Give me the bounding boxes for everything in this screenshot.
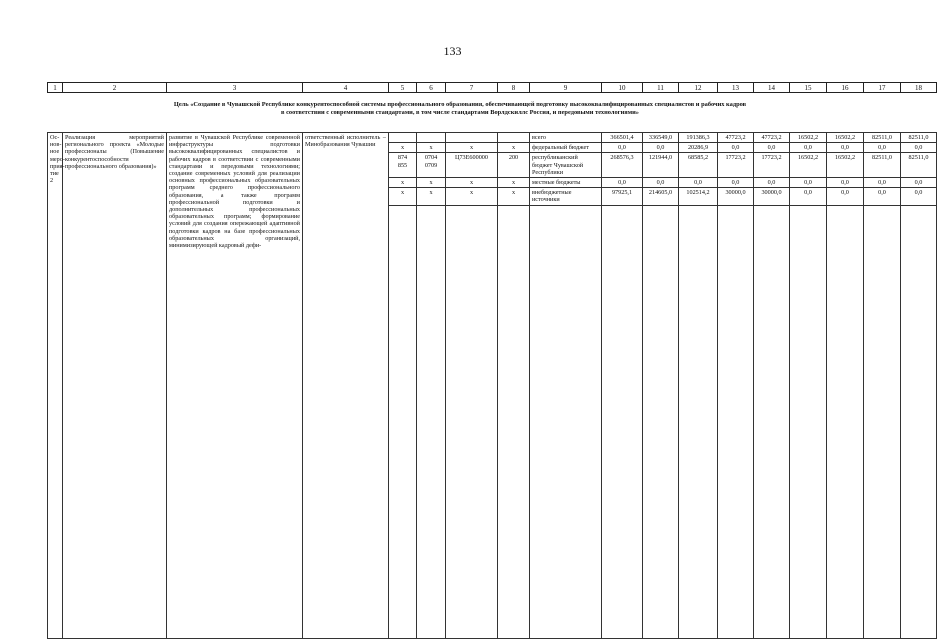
empty-cell: [417, 205, 446, 638]
kbk-grbs-cell: [389, 133, 417, 143]
header-col-1: 1: [48, 83, 63, 93]
empty-cell: [864, 205, 901, 638]
header-col-7: 7: [446, 83, 498, 93]
empty-cell: [530, 205, 602, 638]
kbk-grbs-cell: x: [389, 188, 417, 205]
goal-line-1: Цель «Создание в Чувашской Республике конкурентоспособной системы профессионального образования, обеспечивающей подготовку высококвалифицированных специалистов и рабочих кадров: [173, 101, 747, 108]
header-col-9: 9: [530, 83, 602, 93]
value-cell-col-16: 0,0: [827, 143, 864, 153]
activity-type-cell: Ос- нов- ное меро- прия- тие 2: [48, 133, 63, 639]
kbk-expense-type-cell: [498, 133, 530, 143]
activity-description-cell: развитие в Чувашской Республике современной инфраструктуры подготовки высококвалифицированных специалистов и рабочих кадров в соответствии с современными стандартами и передовыми технологиями; создание современных условий для реализации основных профессиональных образовательных программ среднего профессионального образования, а также программ профессиональной подготовки и дополнительных профессиональных образовательных программ; формирование условий для создания опережающей адаптивной подготовки кадров на базе профессиональных образовательных организаций, минимизирующей кадровый дефи-: [167, 133, 303, 639]
value-cell-col-15: 16502,2: [790, 133, 827, 143]
value-cell-col-11: 0,0: [643, 178, 679, 188]
value-cell-col-13: 0,0: [718, 143, 754, 153]
empty-cell: [498, 205, 530, 638]
empty-cell: [901, 205, 937, 638]
value-cell-col-13: 17723,2: [718, 153, 754, 178]
value-cell-col-11: 121944,0: [643, 153, 679, 178]
header-col-14: 14: [754, 83, 790, 93]
header-col-10: 10: [602, 83, 643, 93]
empty-cell: [718, 205, 754, 638]
value-cell-col-17: 82511,0: [864, 153, 901, 178]
value-cell-col-10: 268576,3: [602, 153, 643, 178]
value-cell-col-18: 82511,0: [901, 133, 937, 143]
value-cell-col-12: 68585,2: [679, 153, 718, 178]
value-cell-col-10: 97925,1: [602, 188, 643, 205]
header-col-11: 11: [643, 83, 679, 93]
goal-heading: [60, 101, 860, 117]
kbk-expense-type-cell: 200: [498, 153, 530, 178]
value-cell-col-16: 0,0: [827, 178, 864, 188]
header-col-8: 8: [498, 83, 530, 93]
value-cell-col-18: 0,0: [901, 143, 937, 153]
value-cell-col-15: 16502,2: [790, 153, 827, 178]
empty-cell: [446, 205, 498, 638]
empty-cell: [389, 205, 417, 638]
empty-cell: [827, 205, 864, 638]
value-cell-col-12: 0,0: [679, 178, 718, 188]
header-col-6: 6: [417, 83, 446, 93]
value-cell-col-17: 0,0: [864, 143, 901, 153]
value-cell-col-17: 0,0: [864, 188, 901, 205]
value-cell-col-14: 0,0: [754, 178, 790, 188]
empty-cell: [602, 205, 643, 638]
kbk-section-cell: 0704 0709: [417, 153, 446, 178]
header-col-2: 2: [63, 83, 167, 93]
header-col-13: 13: [718, 83, 754, 93]
kbk-target-cell: [446, 133, 498, 143]
kbk-target-cell: x: [446, 188, 498, 205]
value-cell-col-13: 30000,0: [718, 188, 754, 205]
value-cell-col-13: 47723,2: [718, 133, 754, 143]
value-cell-col-18: 0,0: [901, 178, 937, 188]
kbk-section-cell: [417, 133, 446, 143]
header-col-16: 16: [827, 83, 864, 93]
kbk-target-cell: Ц73Е600000: [446, 153, 498, 178]
value-cell-col-17: 0,0: [864, 178, 901, 188]
header-col-15: 15: [790, 83, 827, 93]
kbk-grbs-cell: x: [389, 178, 417, 188]
value-cell-col-15: 0,0: [790, 188, 827, 205]
activity-name-cell: Реализация мероприятий регионального проекта «Молодые профессионалы (Повышение конкурентоспособности профессионального образования)»: [63, 133, 167, 639]
responsible-executor-cell: ответственный исполнитель – Минобразования Чувашии: [303, 133, 389, 639]
kbk-section-cell: x: [417, 143, 446, 153]
kbk-grbs-cell: x: [389, 143, 417, 153]
value-cell-col-16: 16502,2: [827, 133, 864, 143]
empty-cell: [754, 205, 790, 638]
funding-source-cell: федеральный бюджет: [530, 143, 602, 153]
value-cell-col-14: 0,0: [754, 143, 790, 153]
kbk-expense-type-cell: x: [498, 143, 530, 153]
kbk-section-cell: x: [417, 178, 446, 188]
value-cell-col-11: 0,0: [643, 143, 679, 153]
funding-source-cell: всего: [530, 133, 602, 143]
page-number: 133: [443, 44, 462, 58]
kbk-target-cell: x: [446, 178, 498, 188]
empty-cell: [790, 205, 827, 638]
value-cell-col-12: 102514,2: [679, 188, 718, 205]
empty-cell: [643, 205, 679, 638]
value-cell-col-16: 16502,2: [827, 153, 864, 178]
kbk-grbs-cell: 874 855: [389, 153, 417, 178]
value-cell-col-12: 191386,3: [679, 133, 718, 143]
header-col-5: 5: [389, 83, 417, 93]
funding-source-cell: республиканский бюджет Чувашской Республики: [530, 153, 602, 178]
value-cell-col-18: 0,0: [901, 188, 937, 205]
value-cell-col-14: 30000,0: [754, 188, 790, 205]
value-cell-col-15: 0,0: [790, 143, 827, 153]
value-cell-col-11: 336549,0: [643, 133, 679, 143]
value-cell-col-14: 17723,2: [754, 153, 790, 178]
header-col-18: 18: [901, 83, 937, 93]
value-cell-col-15: 0,0: [790, 178, 827, 188]
value-cell-col-14: 47723,2: [754, 133, 790, 143]
goal-line-2: в соответствии с современными стандартами, в том числе стандартами Ворлдскиллс Россия, и передовыми технологиями»: [281, 109, 639, 116]
value-cell-col-17: 82511,0: [864, 133, 901, 143]
kbk-target-cell: x: [446, 143, 498, 153]
value-cell-col-16: 0,0: [827, 188, 864, 205]
kbk-expense-type-cell: x: [498, 178, 530, 188]
kbk-expense-type-cell: x: [498, 188, 530, 205]
funding-source-cell: внебюджетные источники: [530, 188, 602, 205]
value-cell-col-10: 0,0: [602, 178, 643, 188]
header-col-4: 4: [303, 83, 389, 93]
table-row: [48, 133, 937, 143]
value-cell-col-13: 0,0: [718, 178, 754, 188]
value-cell-col-18: 82511,0: [901, 153, 937, 178]
value-cell-col-10: 366501,4: [602, 133, 643, 143]
header-col-3: 3: [167, 83, 303, 93]
header-col-17: 17: [864, 83, 901, 93]
kbk-section-cell: x: [417, 188, 446, 205]
value-cell-col-11: 214605,0: [643, 188, 679, 205]
column-number-header: [47, 82, 937, 93]
funding-source-cell: местные бюджеты: [530, 178, 602, 188]
value-cell-col-12: 20286,9: [679, 143, 718, 153]
value-cell-col-10: 0,0: [602, 143, 643, 153]
header-col-12: 12: [679, 83, 718, 93]
financing-table: [47, 132, 937, 639]
empty-cell: [679, 205, 718, 638]
